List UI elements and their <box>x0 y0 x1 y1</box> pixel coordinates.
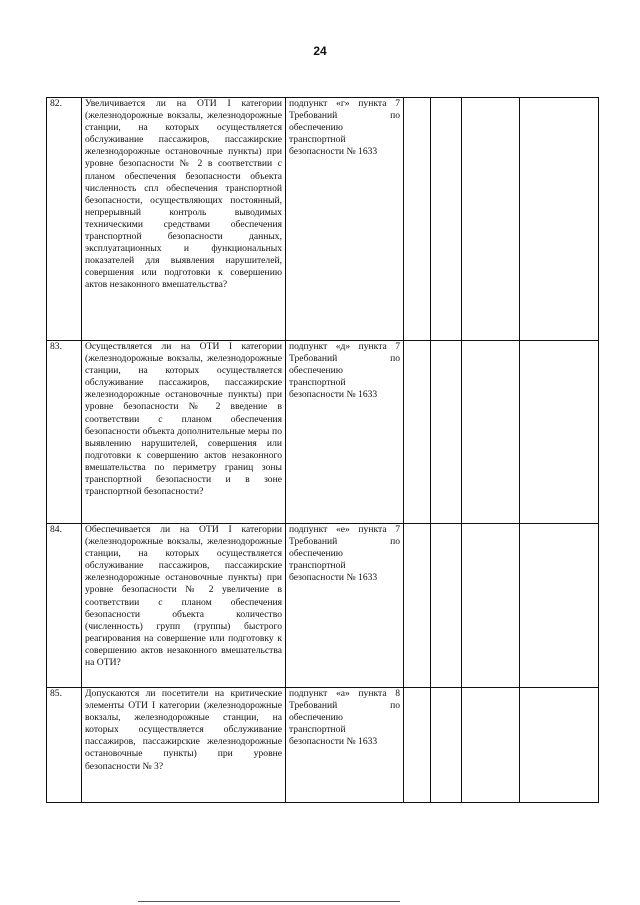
row-number: 83. <box>47 341 82 524</box>
note-cell <box>520 98 599 341</box>
page-number: 24 <box>313 44 327 58</box>
answer-cell-yes <box>404 341 431 524</box>
note-cell <box>520 688 599 803</box>
question-text: Осуществляется ли на ОТИ I категории (железнодорожные вокзалы, железнодорожные станции, на которых осуществляется обслуживание пассажиров, пассажирские железнодорожные остановочные пункты) при уровне безопасности № 2 введение в соответствии с планом обеспечения безопасности объекта дополнительные меры по выявлению нарушителей, совершения или подготовки к совершению актов незаконного вмешательства по периметру границ зоны транспортной безопасности и в зоне транспортной безопасности? <box>82 341 286 524</box>
note-cell <box>520 341 599 524</box>
answer-cell-na <box>462 341 520 524</box>
answer-cell-na <box>462 688 520 803</box>
answer-cell-no <box>431 524 462 688</box>
table-row <box>47 688 599 803</box>
requirement-reference: подпункт «е» пункта 7 Требований по обеспечению транспортной безопасности № 1633 <box>286 524 404 688</box>
note-cell <box>520 524 599 688</box>
answer-cell-no <box>431 688 462 803</box>
row-number: 85. <box>47 688 82 803</box>
answer-cell-no <box>431 98 462 341</box>
checklist-table <box>46 97 599 803</box>
answer-cell-yes <box>404 98 431 341</box>
answer-cell-no <box>431 341 462 524</box>
table-row <box>47 524 599 688</box>
table-row <box>47 341 599 524</box>
answer-cell-na <box>462 524 520 688</box>
answer-cell-yes <box>404 688 431 803</box>
scan-edge-line <box>138 901 400 902</box>
answer-cell-yes <box>404 524 431 688</box>
row-number: 84. <box>47 524 82 688</box>
table-row <box>47 98 599 341</box>
requirement-reference: подпункт «г» пункта 7 Требований по обеспечению транспортной безопасности № 1633 <box>286 98 404 341</box>
requirement-reference: подпункт «д» пункта 7 Требований по обеспечению транспортной безопасности № 1633 <box>286 341 404 524</box>
answer-cell-na <box>462 98 520 341</box>
question-text: Допускаются ли посетители на критические элементы ОТИ I категории (железнодорожные вокзалы, железнодорожные станции, на которых осуществляется обслуживание пассажиров, пассажирские железнодорожные остановочные пункты) при уровне безопасности № 3? <box>82 688 286 803</box>
row-number: 82. <box>47 98 82 341</box>
question-text: Увеличивается ли на ОТИ I категории (железнодорожные вокзалы, железнодорожные станции, на которых осуществляется обслуживание пассажиров, пассажирские железнодорожные остановочные пункты) при уровне безопасности № 2 в соответствии с планом обеспечения безопасности объекта численность спл обеспечения транспортной безопасности, осуществляющих постоянный, непрерывный контроль выводимых техническими средствами обеспечения транспортной безопасности данных, эксплуатационных и функциональных показателей для выявления нарушителей, совершения или подготовки к совершению актов незаконного вмешательства? <box>82 98 286 341</box>
question-text: Обеспечивается ли на ОТИ I категории (железнодорожные вокзалы, железнодорожные станции, на которых осуществляется обслуживание пассажиров, пассажирские железнодорожные остановочные пункты) при уровне безопасности № 2 увеличение в соответствии с планом обеспечения безопасности объекта количество (численность) групп (группы) быстрого реагирования на совершение или подготовку к совершению актов незаконного вмешательства на ОТИ? <box>82 524 286 688</box>
requirement-reference: подпункт «а» пункта 8 Требований по обеспечению транспортной безопасности № 1633 <box>286 688 404 803</box>
